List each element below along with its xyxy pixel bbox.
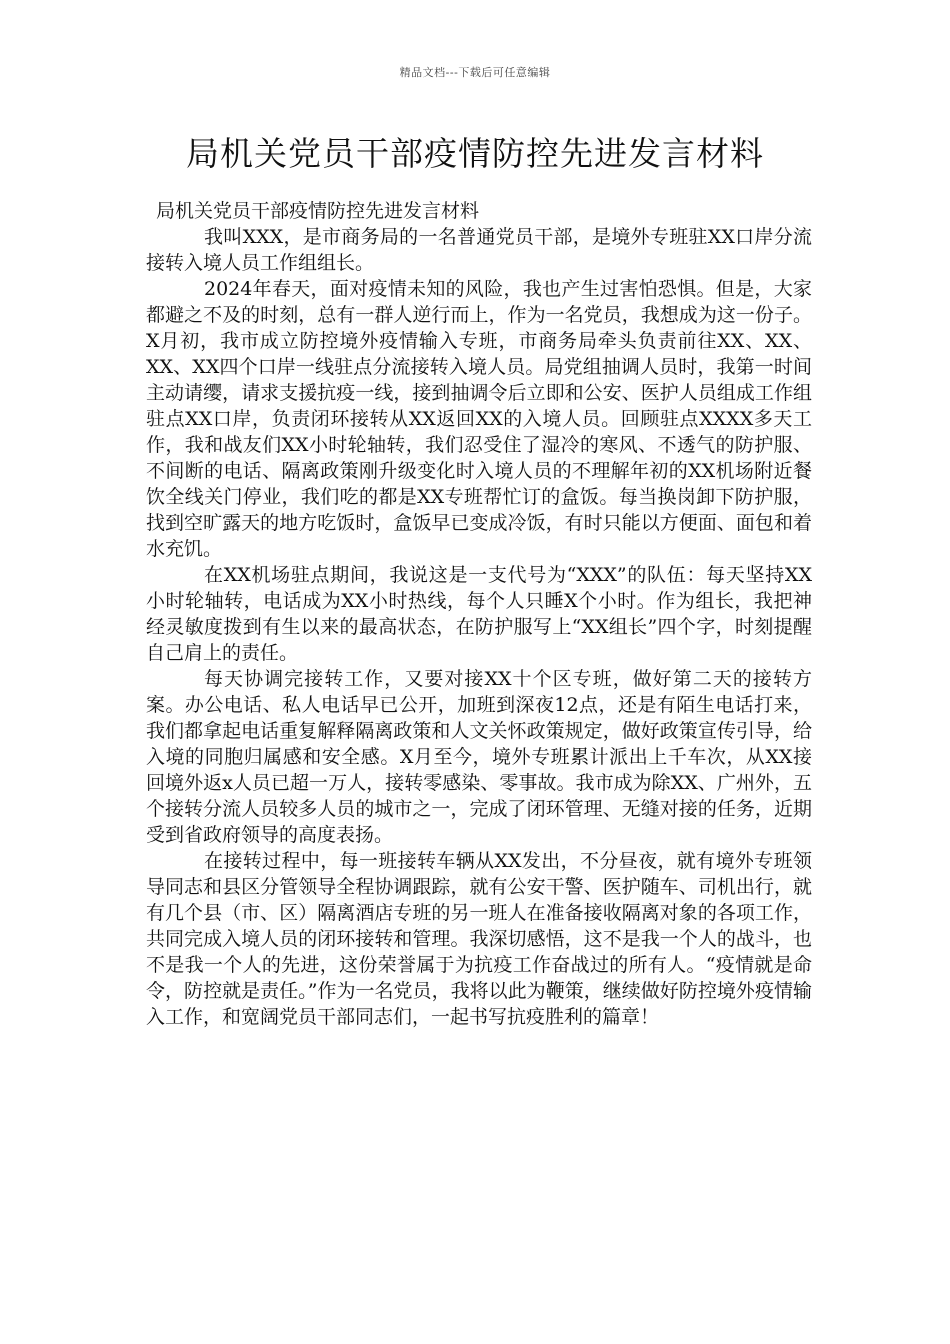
- paragraph-1: 我叫XXX，是市商务局的一名普通党员干部，是境外专班驻XX口岸分流接转入境人员工作组组长。: [146, 226, 812, 274]
- header-note: 精品文档---下载后可任意编辑: [399, 66, 551, 79]
- paragraph-4: 每天协调完接转工作，又要对接XX十个区专班，做好第二天的接转方案。办公电话、私人电话早已公开，加班到深夜12点，还是有陌生电话打来，我们都拿起电话重复解释隔离政策和人文关怀政策规定，做好政策宣传引导，给入境的同胞归属感和安全感。X月至今，境外专班累计派出上千车次，从XX接回境外返x人员已超一万人，接转零感染、零事故。我市成为除XX、广州外，五个接转分流人员较多人员的城市之一，完成了闭环管理、无缝对接的任务，近期受到省政府领导的高度表扬。: [146, 668, 812, 846]
- paragraph-5: 在接转过程中，每一班接转车辆从XX发出，不分昼夜，就有境外专班领导同志和县区分管领导全程协调跟踪，就有公安干警、医护随车、司机出行，就有几个县（市、区）隔离酒店专班的另一班人在准备接收隔离对象的各项工作，共同完成入境人员的闭环接转和管理。我深切感悟，这不是我一个人的战斗，也不是我一个人的先进，这份荣誉属于为抗疫工作奋战过的所有人。“疫情就是命令，防控就是责任。”作为一名党员，我将以此为鞭策，继续做好防控境外疫情输入工作，和宽阔党员干部同志们，一起书写抗疫胜利的篇章！: [146, 850, 812, 1028]
- document-title: 局机关党员干部疫情防控先进发言材料: [186, 134, 764, 173]
- document-body: [146, 198, 812, 1030]
- paragraph-2: 2024年春天，面对疫情未知的风险，我也产生过害怕恐惧。但是，大家都避之不及的时刻，总有一群人逆行而上，作为一名党员，我想成为这一份子。X月初，我市成立防控境外疫情输入专班，市商务局牵头负责前往XX、XX、XX、XX四个口岸一线驻点分流接转入境人员。局党组抽调人员时，我第一时间主动请缨，请求支援抗疫一线，接到抽调令后立即和公安、医护人员组成工作组驻点XX口岸，负责闭环接转从XX返回XX的入境人员。回顾驻点XXXX多天工作，我和战友们XX小时轮轴转，我们忍受住了湿冷的寒风、不透气的防护服、不间断的电话、隔离政策刚升级变化时入境人员的不理解年初的XX机场附近餐饮全线关门停业，我们吃的都是XX专班帮忙订的盒饭。每当换岗卸下防护服，找到空旷露天的地方吃饭时，盒饭早已变成冷饭，有时只能以方便面、面包和着水充饥。: [146, 278, 812, 560]
- document-subtitle: 局机关党员干部疫情防控先进发言材料: [156, 200, 480, 222]
- paragraph-3: 在XX机场驻点期间，我说这是一支代号为“XXX”的队伍：每天坚持XX小时轮轴转，电话成为XX小时热线，每个人只睡X个小时。作为组长，我把神经灵敏度拨到有生以来的最高状态，在防护服写上“XX组长”四个字，时刻提醒自己肩上的责任。: [146, 564, 812, 664]
